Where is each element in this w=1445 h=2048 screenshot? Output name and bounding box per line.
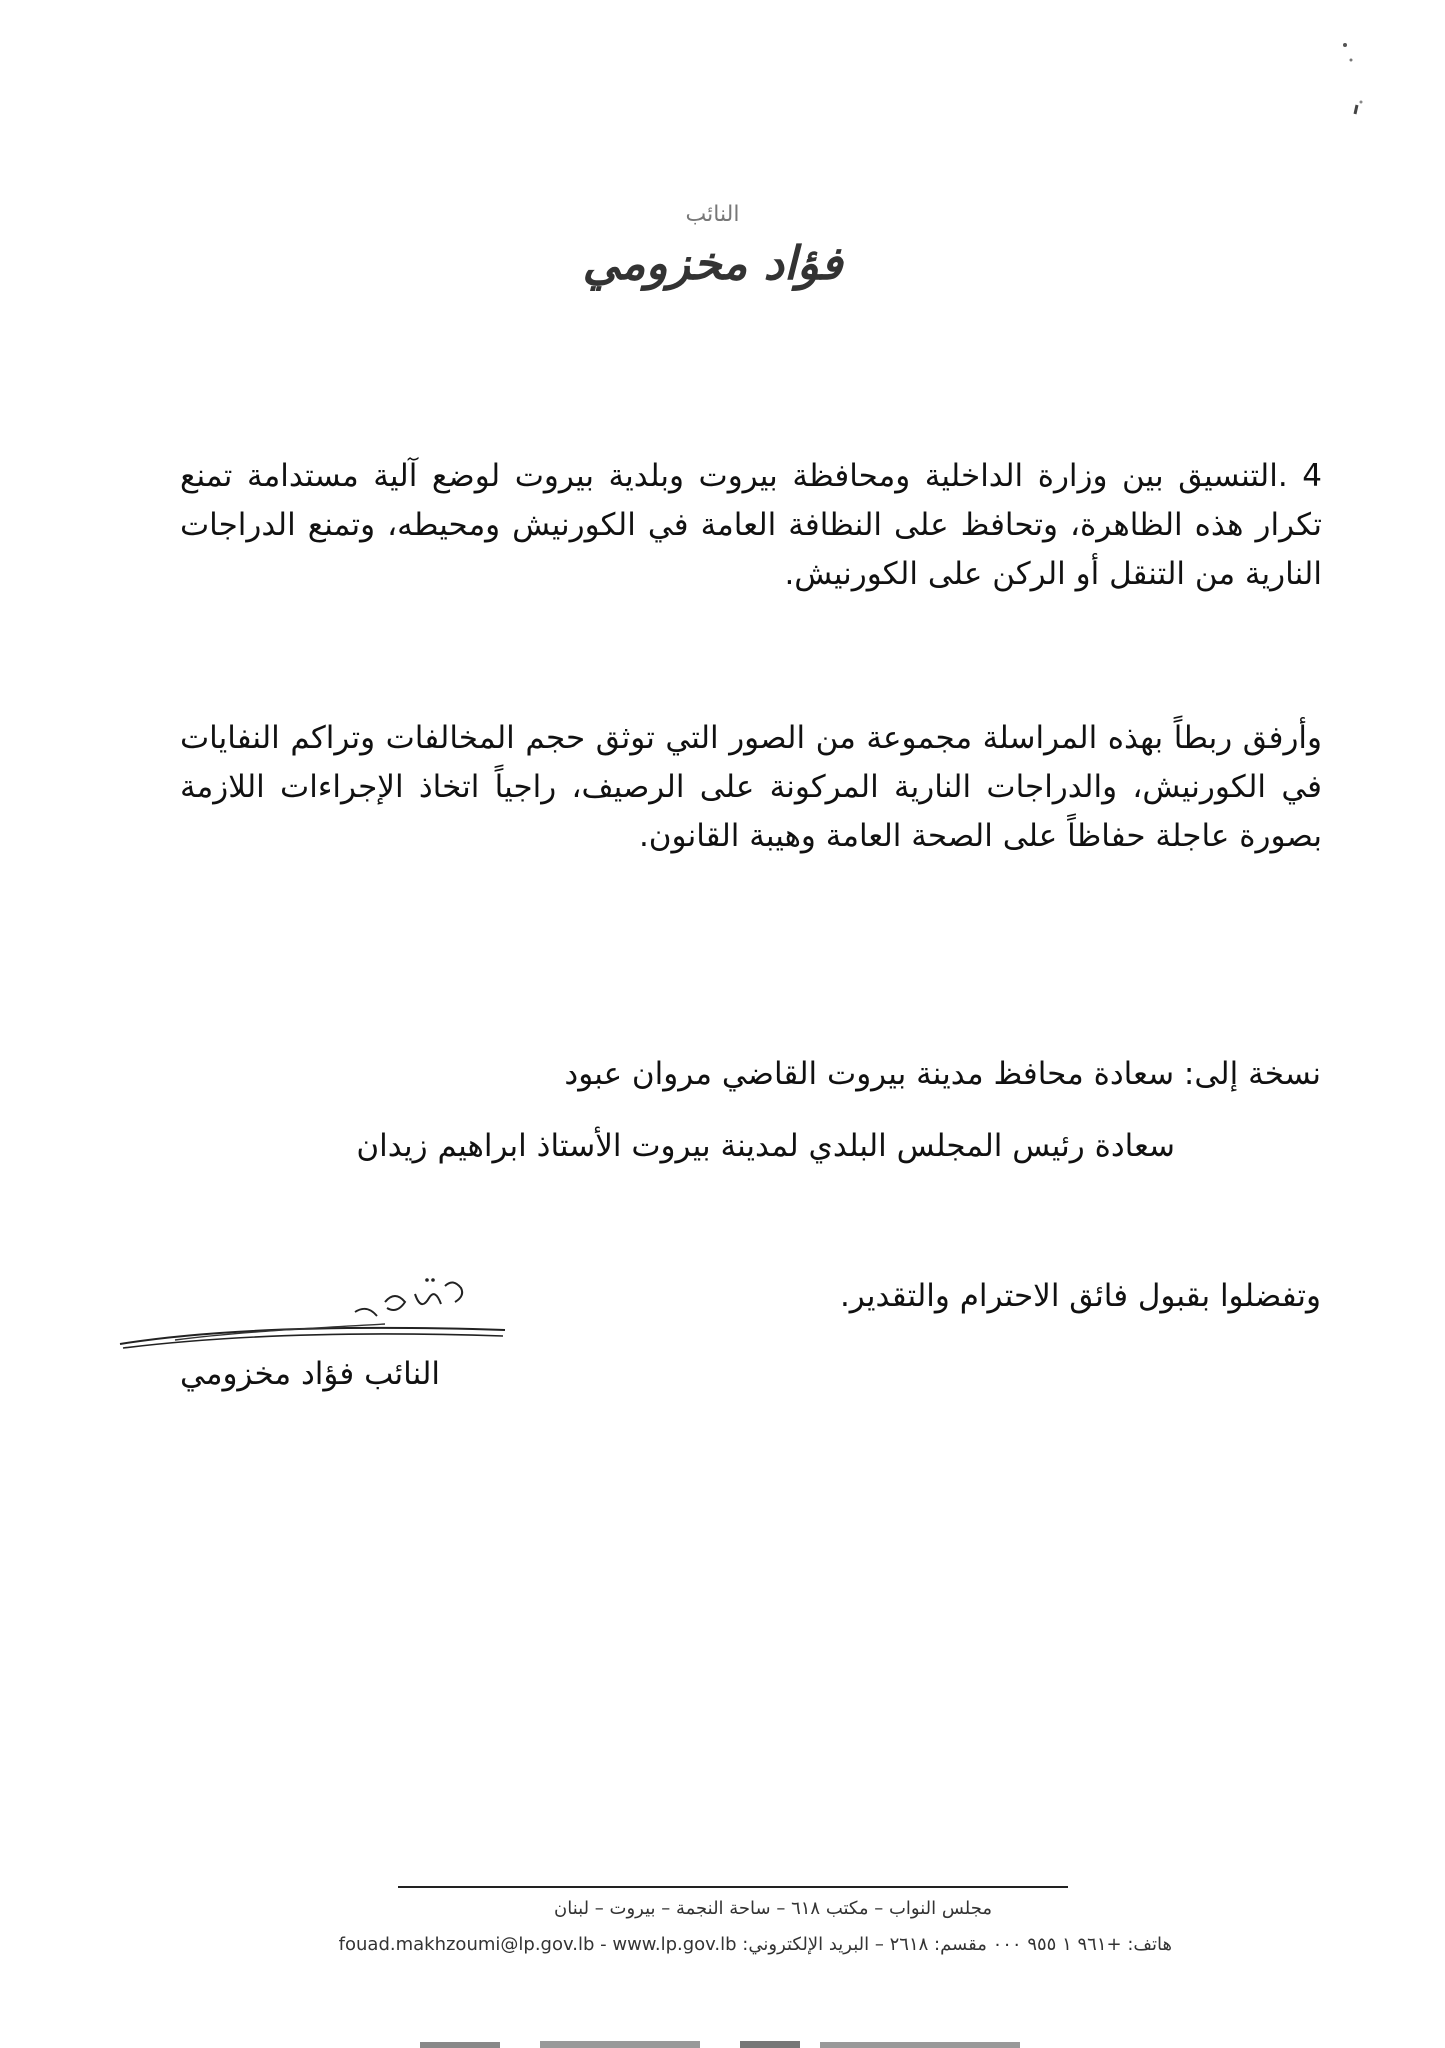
footer-email-link[interactable]: fouad.makhzoumi@lp.gov.lb <box>338 1934 595 1955</box>
footer-divider <box>398 1886 1068 1888</box>
letterhead-title: النائب <box>685 202 740 227</box>
cc-line-council-president: سعادة رئيس المجلس البلدي لمدينة بيروت الأستاذ ابراهيم زيدان <box>356 1128 1175 1164</box>
closing-salutation: وتفضلوا بقبول فائق الاحترام والتقدير. <box>839 1278 1321 1314</box>
scan-specks <box>1325 30 1375 130</box>
footer-email-label: – البريد الإلكتروني: <box>736 1934 890 1955</box>
footer-website-link[interactable]: www.lp.gov.lb <box>612 1934 737 1955</box>
next-page-bleed <box>420 2038 1040 2048</box>
cc-line-governor: نسخة إلى: سعادة محافظ مدينة بيروت القاضي مروان عبود <box>564 1056 1321 1092</box>
paragraph-item-4: 4 .التنسيق بين وزارة الداخلية ومحافظة بيروت وبلدية بيروت لوضع آلية مستدامة تمنع تكرار هذه الظاهرة، وتحافظ على النظافة العامة في الكورنيش ومحيطه، وتمنع الدراجات النارية من التنقل أو الركن على الكورنيش. <box>180 458 1322 592</box>
footer-phone: +٩٦١ ١ ٩٥٥ ٠٠٠ مقسم: ٢٦١٨ <box>889 1934 1122 1955</box>
footer-address: مجلس النواب – مكتب ٦١٨ – ساحة النجمة – بيروت – لبنان <box>554 1898 992 1919</box>
letterhead-name: فؤاد مخزومي <box>582 236 843 290</box>
handwritten-signature <box>115 1272 515 1362</box>
signer-name: النائب فؤاد مخزومي <box>180 1356 441 1392</box>
footer-phone-label: هاتف: <box>1121 1934 1172 1955</box>
footer-contact-line: هاتف: +٩٦١ ١ ٩٥٥ ٠٠٠ مقسم: ٢٦١٨ – البريد الإلكتروني: fouad.makhzoumi@lp.gov.lb - www.lp.gov.lb <box>338 1934 1172 1955</box>
paragraph-attachment: وأرفق ربطاً بهذه المراسلة مجموعة من الصور التي توثق حجم المخالفات وتراكم النفايات في الكورنيش، والدراجات النارية المركونة على الرصيف، راجياً اتخاذ الإجراءات اللازمة بصورة عاجلة حفاظاً على الصحة العامة وهيبة القانون. <box>180 720 1322 854</box>
